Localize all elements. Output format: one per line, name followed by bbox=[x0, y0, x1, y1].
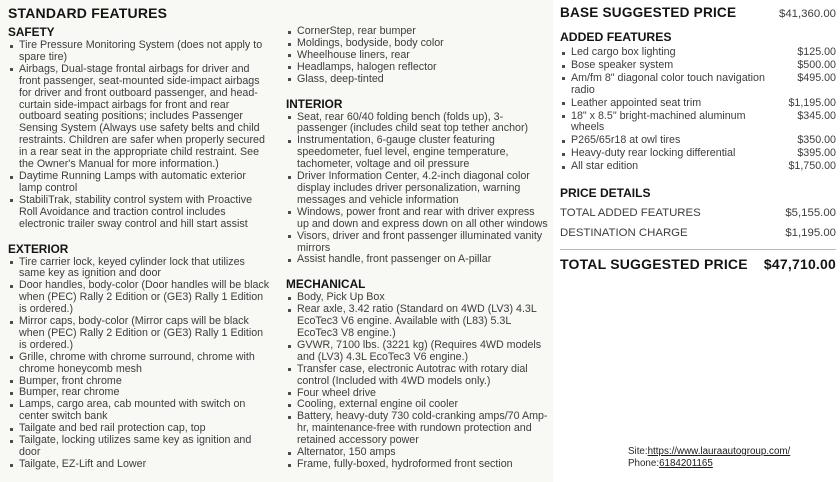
added-feature-row-price: $395.00 bbox=[797, 147, 836, 160]
feature-item: Visors, driver and front passenger illuminated vanity mirrors bbox=[286, 231, 548, 255]
added-feature-row bbox=[560, 47, 836, 59]
added-feature-row bbox=[560, 60, 836, 72]
feature-item: Tailgate, EZ-Lift and Lower bbox=[8, 459, 272, 471]
added-feature-row-price: $1,750.00 bbox=[788, 160, 836, 173]
price-details-list bbox=[560, 207, 836, 240]
base-price-value: $41,360.00 bbox=[778, 8, 836, 20]
safety-feature-list bbox=[8, 40, 272, 231]
feature-item: Headlamps, halogen reflector bbox=[286, 62, 548, 74]
added-feature-row-price: $345.00 bbox=[797, 109, 836, 122]
standard-features-column-2 bbox=[286, 5, 548, 471]
feature-item: Tire carrier lock, keyed cylinder lock that utilizes same key as ignition and door bbox=[8, 257, 272, 281]
added-feature-row-label: P265/65r18 at owl tires bbox=[560, 135, 766, 147]
interior-feature-list bbox=[286, 112, 548, 267]
standard-features-column bbox=[8, 5, 272, 471]
feature-item: Driver Information Center, 4.2-inch diagonal color display includes driver personalization, warning messages and vehicle information bbox=[286, 171, 548, 207]
added-feature-row-label: Leather appointed seat trim bbox=[560, 98, 766, 110]
dealer-contact-block bbox=[628, 446, 790, 470]
added-feature-row-label: Am/fm 8" diagonal color touch navigation radio bbox=[560, 73, 766, 97]
exterior-heading: EXTERIOR bbox=[8, 241, 69, 256]
added-features-list bbox=[560, 47, 836, 173]
price-detail-row-label: TOTAL ADDED FEATURES bbox=[560, 207, 701, 220]
feature-item: Tire Pressure Monitoring System (does not apply to spare tire) bbox=[8, 40, 272, 64]
feature-item: Glass, deep-tinted bbox=[286, 74, 548, 86]
phone-link[interactable]: 6184201165 bbox=[659, 458, 713, 469]
feature-item: StabiliTrak, stability control system with Proactive Roll Avoidance and traction control includes electronic trailer sway control and hill start assist bbox=[8, 195, 272, 231]
standard-features-title: STANDARD FEATURES bbox=[8, 5, 168, 21]
feature-item: Wheelhouse liners, rear bbox=[286, 50, 548, 62]
mechanical-feature-list bbox=[286, 292, 548, 471]
feature-item: CornerStep, rear bumper bbox=[286, 26, 548, 38]
feature-item: GVWR, 7100 lbs. (3221 kg) (Requires 4WD models and (LV3) 4.3L EcoTec3 V6 engine.) bbox=[286, 340, 548, 364]
price-details-heading: PRICE DETAILS bbox=[560, 186, 651, 201]
feature-item: Tailgate, locking utilizes same key as ignition and door bbox=[8, 435, 272, 459]
added-feature-row-price: $350.00 bbox=[797, 134, 836, 147]
total-price-value: $47,710.00 bbox=[763, 256, 836, 273]
price-detail-row-label: DESTINATION CHARGE bbox=[560, 227, 688, 240]
feature-item: Four wheel drive bbox=[286, 388, 548, 400]
feature-item: Body, Pick Up Box bbox=[286, 292, 548, 304]
feature-item: Alternator, 150 amps bbox=[286, 447, 548, 459]
feature-item: Bumper, front chrome bbox=[8, 376, 272, 388]
interior-heading: INTERIOR bbox=[286, 96, 343, 111]
site-row bbox=[628, 446, 790, 458]
feature-item: Daytime Running Lamps with automatic exterior lamp control bbox=[8, 171, 272, 195]
added-feature-row-label: 18" x 8.5" bright-machined aluminum wheels bbox=[560, 111, 766, 135]
feature-item: Seat, rear 60/40 folding bench (folds up), 3-passenger (includes child seat top tether anchor) bbox=[286, 112, 548, 136]
price-detail-row bbox=[560, 207, 836, 220]
feature-item: Bumper, rear chrome bbox=[8, 387, 272, 399]
feature-item: Moldings, bodyside, body color bbox=[286, 38, 548, 50]
phone-label: Phone: bbox=[628, 458, 660, 469]
added-feature-row-label: Led cargo box lighting bbox=[560, 47, 766, 59]
feature-item: Battery, heavy-duty 730 cold-cranking amps/70 Amp-hr, maintenance-free with rundown protection and retained accessory power bbox=[286, 411, 548, 447]
price-detail-row bbox=[560, 227, 836, 240]
added-feature-row bbox=[560, 73, 836, 97]
feature-item: Cooling, external engine oil cooler bbox=[286, 399, 548, 411]
base-price-label: BASE SUGGESTED PRICE bbox=[560, 5, 737, 20]
feature-item: Grille, chrome with chrome surround, chrome with chrome honeycomb mesh bbox=[8, 352, 272, 376]
added-feature-row-label: All star edition bbox=[560, 161, 766, 173]
feature-item: Windows, power front and rear with driver express up and down and express down on all other windows bbox=[286, 207, 548, 231]
feature-item: Instrumentation, 6-gauge cluster featuring speedometer, fuel level, engine temperature, tachometer, voltage and oil pressure bbox=[286, 135, 548, 171]
phone-row bbox=[628, 458, 790, 470]
feature-item: Assist handle, front passenger on A-pillar bbox=[286, 254, 548, 266]
site-label: Site: bbox=[628, 446, 648, 457]
added-feature-row bbox=[560, 135, 836, 147]
added-feature-row bbox=[560, 148, 836, 160]
added-feature-row-price: $495.00 bbox=[797, 71, 836, 84]
added-feature-row bbox=[560, 161, 836, 173]
pricing-column bbox=[560, 5, 836, 272]
price-detail-row-price: $5,155.00 bbox=[785, 207, 836, 220]
feature-item: Frame, fully-boxed, hydroformed front section bbox=[286, 459, 548, 471]
mechanical-heading: MECHANICAL bbox=[286, 277, 366, 292]
added-feature-row-price: $1,195.00 bbox=[788, 96, 836, 109]
base-suggested-price-row bbox=[560, 5, 836, 21]
total-price-label: TOTAL SUGGESTED PRICE bbox=[560, 256, 748, 273]
added-feature-row-label: Heavy-duty rear locking differential bbox=[560, 148, 766, 160]
added-features-heading: ADDED FEATURES bbox=[560, 30, 672, 44]
site-link[interactable]: https://www.lauraautogroup.com/ bbox=[647, 446, 791, 457]
safety-heading: SAFETY bbox=[8, 25, 55, 39]
added-feature-row-price: $500.00 bbox=[797, 58, 836, 71]
feature-item: Tailgate and bed rail protection cap, top bbox=[8, 423, 272, 435]
feature-item: Mirror caps, body-color (Mirror caps will be black when (PEC) Rally 2 Edition or (GE3) Rally 1 Edition is ordered.) bbox=[8, 316, 272, 352]
feature-item: Airbags, Dual-stage frontal airbags for driver and front passenger, seat-mounted side-impact airbags for driver and front outboard passenger, and head-curtain side-impact airbags for front and rear outboard seating positions; includes Passenger Sensing System (Always use safety belts and child restraints. Children are safer when properly secured in a rear seat in the appropriate child restraint. See the Owner's Manual for more information.) bbox=[8, 64, 272, 171]
exterior-feature-list-continued bbox=[286, 26, 548, 86]
price-detail-row-price: $1,195.00 bbox=[785, 227, 836, 240]
total-suggested-price-row bbox=[560, 249, 836, 272]
feature-item: Rear axle, 3.42 ratio (Standard on 4WD (LV3) 4.3L EcoTec3 V6 engine. Available with (L83) 5.3L EcoTec3 V8 engine.) bbox=[286, 304, 548, 340]
added-feature-row bbox=[560, 111, 836, 135]
feature-item: Lamps, cargo area, cab mounted with switch on center switch bank bbox=[8, 399, 272, 423]
added-feature-row-price: $125.00 bbox=[797, 46, 836, 58]
feature-item: Door handles, body-color (Door handles will be black when (PEC) Rally 2 Edition or (GE3) Rally 1 Edition is ordered.) bbox=[8, 280, 272, 316]
added-feature-row-label: Bose speaker system bbox=[560, 60, 766, 72]
added-feature-row bbox=[560, 98, 836, 110]
feature-item: Transfer case, electronic Autotrac with rotary dial control (Included with 4WD models only.) bbox=[286, 364, 548, 388]
exterior-feature-list bbox=[8, 257, 272, 471]
